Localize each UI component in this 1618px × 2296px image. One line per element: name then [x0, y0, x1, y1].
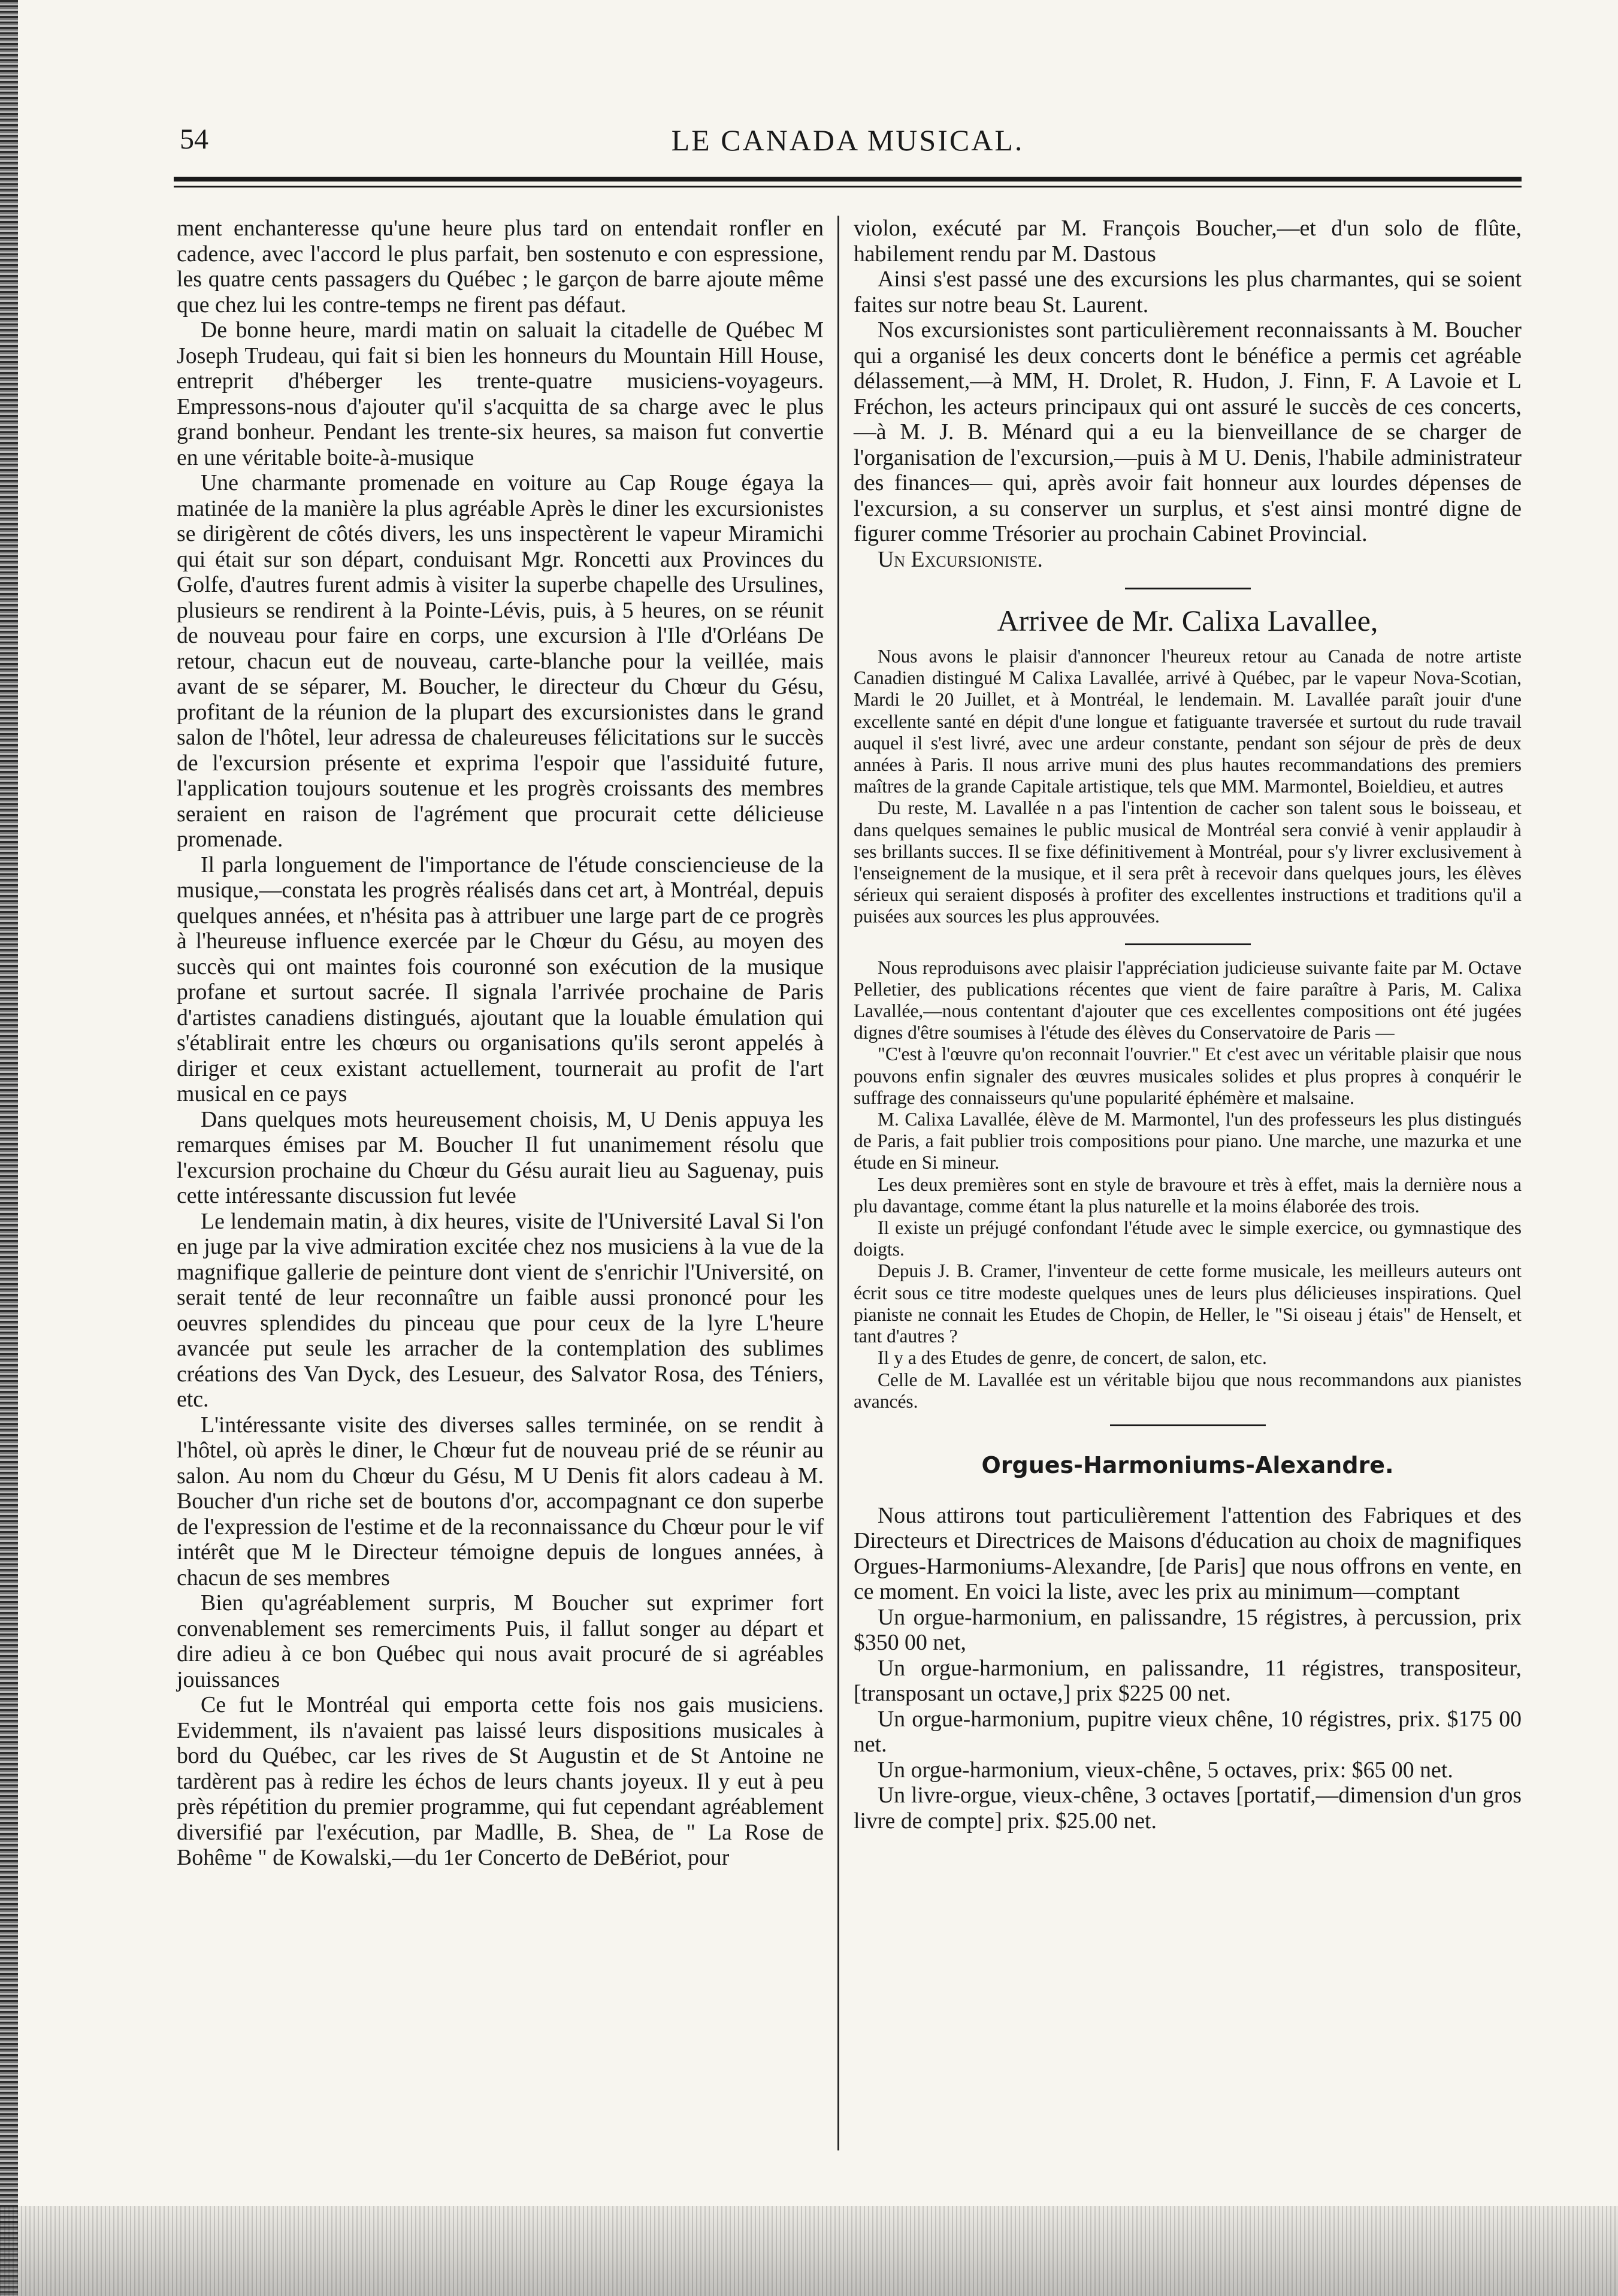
- article-paragraph: L'intéressante visite des diverses salles terminée, on se rendit à l'hôtel, où après le diner, le Chœur fut de nouveau prié de se réunir au salon. Au nom du Chœur du Gésu, M U Denis fit alors cadeau à M. Boucher d'un riche set de boutons d'or, accompagnant ce don superbe de l'expression de l'estime et de la reconnaissance du Chœur pour le vif intérêt que M le Directeur témoigne depuis de longues années, à chacun de ses membres: [177, 1412, 824, 1590]
- article-paragraph: Il existe un préjugé confondant l'étude avec le simple exercice, ou gymnastique des doigts.: [854, 1217, 1522, 1260]
- article-paragraph: Nous reproduisons avec plaisir l'appréciation judicieuse suivante faite par M. Octave Pelletier, des publications récentes que vient de faire paraître à Paris, M. Calixa Lavallée,—nous contentant d'ajouter que ces excellentes compositions ont été jugées dignes d'être soumises à l'étude des élèves du Conservatoire de Paris —: [854, 957, 1522, 1043]
- lavallee-article: [854, 646, 1522, 928]
- article-paragraph: Bien qu'agréablement surpris, M Boucher sut exprimer fort convenablement ses remerciments Puis, il fallut songer au départ et dire adieu à ce bon Québec qui nous avait procuré de si agréables jouissances: [177, 1590, 824, 1692]
- article-paragraph: Les deux premières sont en style de bravoure et très à effet, mais la dernière nous a plu davantage, comme étant la plus naturelle et la moins élaborée des trois.: [854, 1173, 1522, 1217]
- article-paragraph: Nous avons le plaisir d'annoncer l'heureux retour au Canada de notre artiste Canadien distingué M Calixa Lavallée, arrivé à Québec, par le vapeur Nova-Scotian, Mardi le 20 Juillet, et à Montréal, le lendemain. M. Lavallée paraît jouir d'une excellente santé en dépit d'une longue et fatiguante traversée et surtout du rude travail auquel il s'est livré, avec une ardeur constante, pendant son séjour de près de deux années à Paris. Il nous arrive muni des plus hautes recommandations des premiers maîtres de la grande Capitale artistique, tels que MM. Marmontel, Boieldieu, et autres: [854, 646, 1522, 797]
- article-paragraph: Ainsi s'est passé une des excursions les plus charmantes, qui se soient faites sur notre beau St. Laurent.: [854, 267, 1522, 317]
- article-paragraph: Il y a des Etudes de genre, de concert, de salon, etc.: [878, 1347, 1267, 1369]
- page-number: 54: [180, 123, 208, 155]
- article-paragraph: Nos excursionistes sont particulièrement reconnaissants à M. Boucher qui a organisé les deux concerts dont le bénéfice a permis cet agréable délassement,—à MM, H. Drolet, R. Hudon, J. Finn, F. A Lavoie et L Fréchon, les acteurs principaux qui ont assuré le succès de ces concerts,—à M. J. B. Ménard qui a eu la bienveillance de se charger de l'organisation de l'excursion,—puis à M U. Denis, l'habile administrateur des finances— qui, après avoir fait honneur aux lourdes dépenses de l'excursion, a su conserver un surplus, et s'est ainsi montré digne de figurer comme Trésorier au prochain Cabinet Provincial.: [854, 317, 1522, 546]
- section-title-orgues: Orgues-Harmoniums-Alexandre.: [981, 1451, 1394, 1478]
- price-list-item: Un orgue-harmonium, pupitre vieux chêne, 10 régistres, prix. $175 00 net.: [854, 1706, 1522, 1757]
- article-paragraph: Il parla longuement de l'importance de l'étude consciencieuse de la musique,—constata les progrès réalisés dans cet art, à Montréal, depuis quelques années, et n'hésita pas à attribuer une large part de ce progrès à l'heureuse influence exercée par le Chœur du Gésu, au moyen des succès qui ont maintes fois couronné son exécution de la musique profane et surtout sacrée. Il signala l'arrivée prochaine de Paris d'artistes canadiens distingués, ajoutant que la louable émulation qui s'établirait entre les chœurs ou organisations qu'ils seront appelés à diriger et ceux existant actuellement, tournerait au profit de l'art musical en ce pays: [177, 852, 824, 1106]
- article-paragraph: violon, exécuté par M. François Boucher,—et d'un solo de flûte, habilement rendu par M. Dastous: [854, 216, 1522, 267]
- price-list-item: Un orgue-harmonium, en palissandre, 11 régistres, transpositeur, [transposant un octave,] prix $225 00 net.: [854, 1655, 1522, 1707]
- header-rule-thin: [174, 186, 1522, 187]
- header-rule-thick: [174, 177, 1522, 181]
- scan-binding-edge: [0, 0, 18, 2296]
- article-paragraph: Depuis J. B. Cramer, l'inventeur de cette forme musicale, les meilleurs auteurs ont écrit sous ce titre modeste quelques unes de leurs plus délicieuses inspirations. Quel pianiste ne connait les Etudes de Chopin, de Heller, le "Si oiseau j étais" de Henselt, et tant d'autres ?: [854, 1260, 1522, 1347]
- price-list-item: Un livre-orgue, vieux-chêne, 3 octaves [portatif,—dimension d'un gros livre de compte] prix. $25.00 net.: [854, 1783, 1522, 1834]
- article-paragraph: De bonne heure, mardi matin on saluait la citadelle de Québec M Joseph Trudeau, qui fait si bien les honneurs du Mountain Hill House, entreprit d'héberger les trente-quatre musiciens-voyageurs. Empressons-nous d'ajouter qu'il s'acquitta de sa charge avec le plus grand bonheur. Pendant les trente-six heures, sa maison fut convertie en une véritable boite-à-musique: [177, 317, 824, 470]
- article-paragraph: Dans quelques mots heureusement choisis, M, U Denis appuya les remarques émises par M. Boucher Il fut unanimement résolu que l'excursion prochaine du Chœur du Gésu aurait lieu au Saguenay, puis cette intéressante discussion fut levée: [177, 1106, 824, 1208]
- article-paragraph: Celle de M. Lavallée est un véritable bijou que nous recommandons aux pianistes avancés.: [854, 1369, 1522, 1412]
- article-paragraph: Nous attirons tout particulièrement l'attention des Fabriques et des Directeurs et Directrices de Maisons d'éducation au choix de magnifiques Orgues-Harmoniums-Alexandre, [de Paris] que nous offrons en vente, en ce moment. En voici la liste, avec les prix au minimum—comptant: [854, 1502, 1522, 1605]
- article-paragraph: Ce fut le Montréal qui emporta cette fois nos gais musiciens. Evidemment, ils n'avaient pas laissé leurs dispositions musicales à bord du Québec, car les rives de St Augustin et de St Antoine ne tardèrent pas à redire les échos de leurs chants joyeux. Il y eut à peu près répétition du premier programme, qui fut cependant agréablement diversifié par l'exécution, par Madlle, B. Shea, de " La Rose de Bohême " de Kowalski,—du 1er Concerto de DeBériot, pour: [177, 1692, 824, 1870]
- page-header: [174, 123, 1522, 165]
- article-paragraph: Du reste, M. Lavallée n a pas l'intention de cacher son talent sous le boisseau, et dans quelques semaines le public musical de Montréal sera convié à venir applaudir à ses brillants succes. Il se fixe définitivement à Montréal, pour s'y livrer exclusivement à l'enseignement de la musique, et il sera prêt à recevoir dans quelques jours, les élèves sérieux qui seraient disposés à profiter des excellentes instructions et traditions qu'il a puisées aux sources les plus approuvées.: [854, 797, 1522, 927]
- right-column: [854, 216, 1522, 1834]
- section-title-lavallee: Arrivee de Mr. Calixa Lavallee,: [997, 604, 1378, 637]
- left-column: [177, 216, 824, 1871]
- column-divider: [837, 216, 839, 2150]
- scan-bottom-edge: [0, 2206, 1618, 2296]
- article-paragraph: Une charmante promenade en voiture au Cap Rouge égaya la matinée de la manière la plus agréable Après le diner les excursionistes se dirigèrent de côtés divers, les uns inspectèrent le vapeur Miramichi qui était sur son départ, conduisant Mgr. Roncetti aux Provinces du Golfe, d'autres furent admis à visiter la superbe chapelle des Ursulines, plusieurs se rendirent à la Pointe-Lévis, puis, à 5 heures, on se réunit de nouveau pour faire en corps, une excursion à l'Ile d'Orléans De retour, chacun eut de nouveau, carte-blanche pour la veillée, mais avant de se séparer, M. Boucher, le directeur du Chœur du Gésu, profitant de la réunion de la plupart des excursionistes dans le grand salon de l'hôtel, leur adressa de chaleureuses félicitations sur le succès de l'excursion présente et exprima l'espoir que l'assiduité future, l'application toujours soutenue et les progrès croissants des membres seraient en raison de l'agrément que procurait cette délicieuse promenade.: [177, 470, 824, 852]
- price-list-item: Un orgue-harmonium, en palissandre, 15 régistres, à percussion, prix $350 00 net,: [854, 1604, 1522, 1656]
- article-signature: Un Excursioniste.: [878, 546, 1043, 572]
- pelletier-article: [854, 957, 1522, 1412]
- section-separator: [1125, 943, 1251, 945]
- price-list-item: Un orgue-harmonium, vieux-chêne, 5 octaves, prix: $65 00 net.: [878, 1757, 1453, 1783]
- article-paragraph: "C'est à l'œuvre qu'on reconnait l'ouvrier." Et c'est avec un véritable plaisir que nous pouvons enfin signaler des œuvres musicales solides et plus propres à conquérir le suffrage des connaisseurs qu'une popularité éphémère et malsaine.: [854, 1043, 1522, 1108]
- article-paragraph: M. Calixa Lavallée, élève de M. Marmontel, l'un des professeurs les plus distingués de Paris, a fait publier trois compositions pour piano. Une marche, une mazurka et une étude en Si mineur.: [854, 1109, 1522, 1173]
- section-separator: [1125, 588, 1251, 589]
- article-paragraph: ment enchanteresse qu'une heure plus tard on entendait ronfler en cadence, avec l'accord le plus parfait, ben sostenuto e con espressione, les quatre cents passagers du Québec ; le garçon de barre ajoute même que chez lui les contre-temps ne firent pas défaut.: [177, 216, 824, 317]
- journal-title: LE CANADA MUSICAL.: [671, 123, 1024, 157]
- article-paragraph: Le lendemain matin, à dix heures, visite de l'Université Laval Si l'on en juge par la vive admiration excitée chez nos musiciens à la vue de la magnifique gallerie de peinture dont vient de s'enrichir l'Université, on serait tenté de leur reconnaître un faible aussi prononcé pour les oeuvres splendides du pinceau que pour ceux de la lyre L'heure avancée put seule les arracher de la contemplation des sublimes créations des Van Dyck, des Lesueur, des Salvator Rosa, des Téniers, etc.: [177, 1208, 824, 1412]
- section-separator: [1110, 1424, 1266, 1426]
